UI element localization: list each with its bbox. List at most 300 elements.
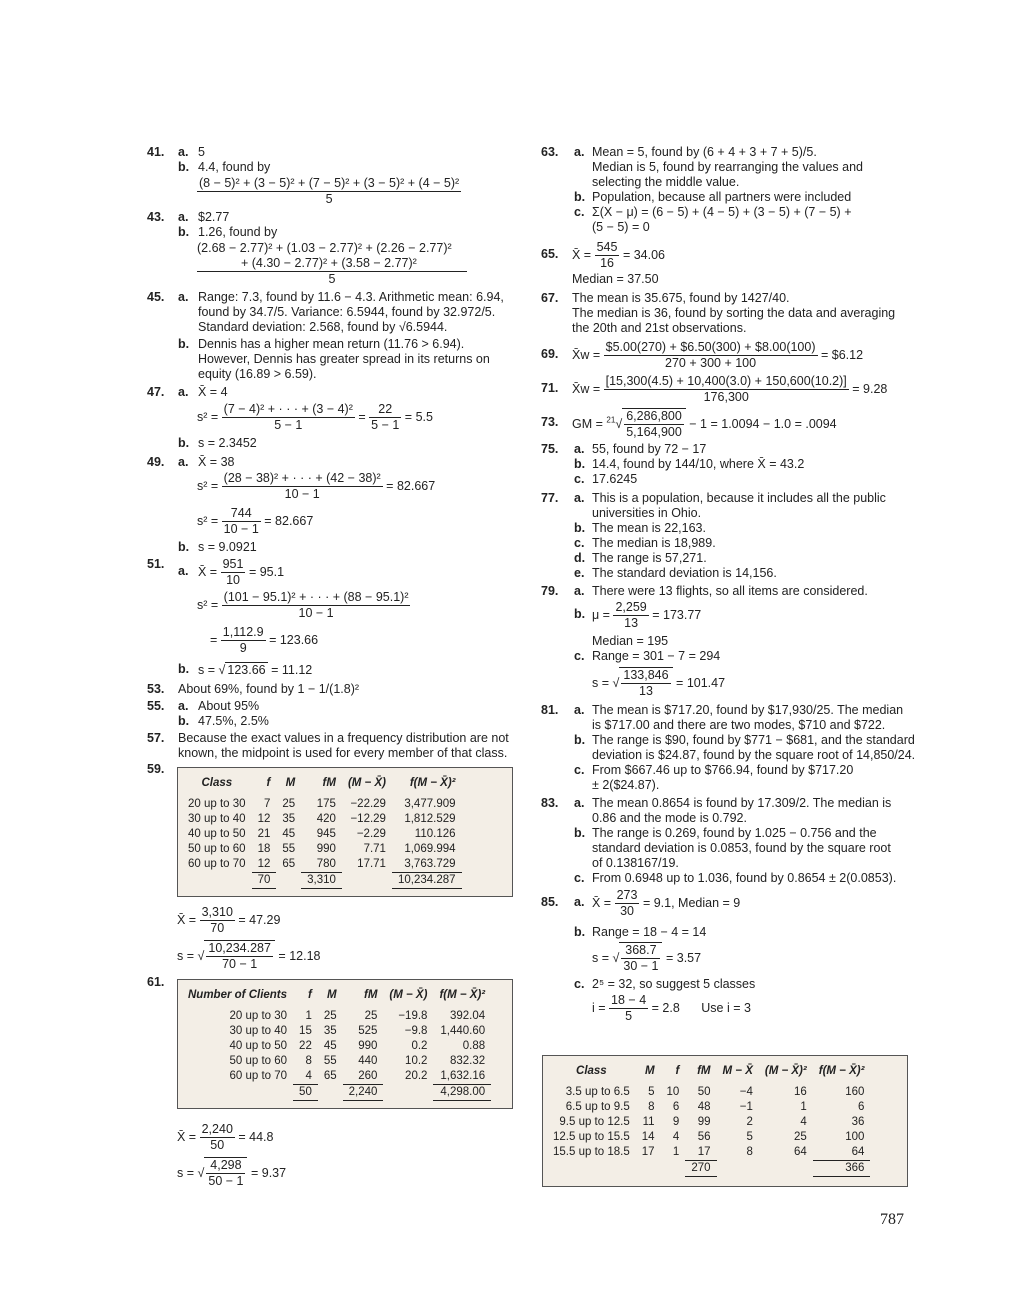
table-cell: 50 up to 60 [229, 1055, 288, 1067]
q41-a-text: 5 [198, 145, 205, 159]
q55-b-text: 47.5%, 2.5% [198, 714, 269, 728]
q85-id: 5 [625, 1009, 633, 1023]
q43-a: a. [178, 210, 189, 224]
q63-c-row [574, 205, 852, 234]
table-cell: 260 [343, 1069, 384, 1085]
table-header: f(M − X̄)² [409, 777, 456, 789]
table-cell: 15.5 up to 18.5 [553, 1146, 630, 1159]
q51-r2: = 123.66 [269, 632, 319, 647]
table-row [182, 1009, 491, 1024]
table-cell: 12 [257, 813, 271, 825]
table-cell: 0.2 [411, 1040, 428, 1052]
q47-b: b. [178, 436, 190, 450]
q85-sr: = 3.57 [665, 950, 702, 965]
q59-xd: 70 [210, 921, 225, 935]
table-cell: 45 [282, 828, 296, 840]
table-cell: 12 [252, 857, 277, 873]
table-row [547, 1115, 870, 1130]
q77-a: a. [574, 491, 585, 505]
table-cell: 392.04 [449, 1010, 486, 1022]
q81-a2: is $717.00 and there are two modes, $710 and $722. [592, 718, 886, 732]
q61-sn: 4,298 [206, 1158, 245, 1174]
q69-n: $5.00(270) + $6.50(300) + $8.00(100) [605, 340, 816, 354]
table-cell: 22 [299, 1040, 312, 1052]
table-totals-row [547, 1161, 870, 1177]
q41-denominator: 5 [325, 192, 333, 206]
table-cell: 25 [364, 1010, 378, 1022]
table-total-cell: 50 [293, 1085, 318, 1101]
table-header: fM [697, 1065, 711, 1077]
q45-b2: However, Dennis has greater spread in its returns on [198, 352, 490, 366]
q49-res1: = 82.667 [386, 478, 436, 493]
table-cell: 6 [672, 1101, 680, 1113]
q61-table [182, 982, 491, 1101]
table-cell: 17.71 [357, 858, 386, 871]
q59-sr: = 12.18 [278, 948, 321, 963]
table-header: (M − X̄) [389, 989, 428, 1001]
q71-n: [15,300(4.5) + 10,400(3.0) + 150,600(10.2)] [605, 374, 847, 388]
q59-sn: 10,234.287 [208, 941, 271, 955]
q51-a: a. [178, 564, 189, 578]
q51-num: 51. [147, 557, 165, 571]
table-total-cell [342, 873, 392, 889]
q85-ar: = 9.1, Median = 9 [642, 895, 741, 910]
q43-num: 43. [147, 210, 165, 224]
q85-use: Use i = 3 [701, 1000, 751, 1015]
q77-e1: The standard deviation is 14,156. [592, 566, 777, 580]
q71-r: = 9.28 [852, 381, 888, 396]
table-cell: 10.2 [405, 1055, 428, 1067]
table-header: Class [576, 1065, 607, 1077]
q47 [147, 385, 228, 400]
q59-xbar: X̄ = [177, 912, 197, 927]
q49-d2: 10 − 1 [223, 522, 259, 536]
q47-b-row [178, 436, 257, 451]
q47-res: = 5.5 [404, 409, 433, 424]
q51-d0: 10 [226, 573, 240, 587]
table-header: M [285, 777, 296, 789]
q49-b-row [178, 540, 257, 555]
q73-lhs: GM = [572, 416, 603, 431]
q43-den: 5 [328, 272, 336, 286]
q49-d1: 10 − 1 [284, 487, 320, 501]
q57-l1: Because the exact values in a frequency distribution are not [178, 731, 509, 745]
table-cell: 45 [323, 1040, 337, 1052]
q45-a3: Standard deviation: 2.568, found by √6.5944. [198, 320, 448, 334]
table-cell: −2.29 [356, 828, 386, 840]
table-cell: −19.8 [398, 1010, 428, 1022]
q47-a: a. [178, 385, 189, 399]
table-cell: 15 [299, 1025, 312, 1037]
q77-e: e. [574, 566, 585, 580]
q73-num: 73. [541, 415, 559, 429]
q45-b1: Dennis has a higher mean return (11.76 > 6.94). [198, 337, 465, 351]
q45-a2: found by 34.7/5. Variance: 6.5944, found by 32.972/5. [198, 305, 496, 319]
q51-r0: = 95.1 [248, 564, 285, 579]
q47-n2: 22 [369, 402, 401, 418]
q75-b-row [574, 457, 805, 472]
q41-b: b. [178, 160, 190, 174]
q77-e-row [574, 566, 777, 581]
q85-num: 85. [541, 895, 559, 909]
q81-b-row [574, 733, 916, 762]
q51-variance2: = $\frac{1,112.9}{9}$ = 123.66 [210, 625, 319, 655]
table-cell: −12.29 [350, 813, 386, 825]
q79-bd: 13 [624, 616, 639, 630]
q79-s-lhs: s = [592, 675, 610, 690]
table-cell: 65 [282, 858, 296, 871]
table-total-cell [547, 1161, 636, 1177]
table-cell: 110.126 [414, 828, 456, 840]
table-cell: 65 [323, 1070, 337, 1083]
table-cell: 36 [851, 1116, 865, 1128]
q79-b-row [574, 600, 702, 630]
table-cell: 8 [746, 1146, 753, 1159]
q79-c1: Range = 301 − 7 = 294 [592, 649, 721, 663]
table-cell: 4 [293, 1069, 318, 1085]
q41 [147, 145, 205, 160]
table-cell: 17 [641, 1146, 655, 1159]
q65-d: 16 [600, 256, 614, 270]
table-cell: 1,812.529 [404, 813, 456, 825]
q79-sd: s = √ $\frac{133,846}{13}$ = 101.47 [592, 668, 726, 698]
q63-b1: Population, because all partners were included [592, 190, 852, 204]
q45-num: 45. [147, 290, 165, 304]
q85-c-row [574, 977, 756, 992]
q59-s: s = [177, 948, 195, 963]
q59-table-box [177, 767, 513, 897]
q57 [147, 731, 509, 760]
table-row [182, 797, 462, 812]
q53-num: 53. [147, 682, 165, 696]
table-cell: 1,069.994 [404, 843, 456, 855]
q51-d2: 9 [239, 641, 247, 655]
table-header: M [644, 1065, 655, 1077]
q63-c2: (5 − 5) = 0 [592, 220, 650, 234]
q65-n: 545 [596, 240, 618, 254]
q81 [541, 703, 904, 732]
q83-a1: The mean 0.8654 is found by 17.309/2. The median is [592, 796, 892, 810]
q83-b2: standard deviation is 0.0853, found by the square root [592, 841, 891, 855]
q71-num: 71. [541, 381, 559, 395]
q83-a2: 0.86 and the mode is 0.792. [592, 811, 747, 825]
table-cell: 440 [358, 1055, 378, 1067]
q61-xr: = 44.8 [238, 1129, 274, 1144]
q83-b: b. [574, 826, 586, 840]
q47-n1: (7 − 4)² + · · · + (3 − 4)² [223, 402, 353, 416]
q59-xn: 3,310 [201, 905, 233, 919]
q79-sr: = 101.47 [676, 675, 726, 690]
q51-d1: 10 − 1 [298, 606, 334, 620]
table-cell: 3,763.729 [392, 857, 462, 873]
table-row [182, 812, 462, 827]
table-cell: 30 up to 40 [188, 813, 246, 825]
table-cell: 55 [282, 843, 296, 855]
table-cell: 5 [746, 1131, 753, 1143]
q45-b: b. [178, 337, 190, 351]
q51 [147, 557, 285, 587]
table-row [182, 1039, 491, 1054]
table-cell: 20 up to 30 [229, 1010, 288, 1022]
table-cell: 10 [666, 1086, 680, 1098]
table-cell: 50 [697, 1086, 711, 1098]
table-cell: 4 [800, 1116, 807, 1128]
table-cell: 9 [672, 1116, 680, 1128]
table-cell: 35 [282, 813, 296, 825]
table-cell: 1 [305, 1010, 312, 1022]
q75-a: a. [574, 442, 585, 456]
q61-xn: 2,240 [201, 1122, 233, 1136]
q41-b-text: 4.4, found by [198, 160, 271, 174]
q79-num: 79. [541, 584, 559, 598]
q61-sd: s = √ $\frac{4,298}{50 - 1}$ = 9.37 [177, 1158, 287, 1188]
q73-r: − 1 = 1.0094 − 1.0 = .0094 [689, 416, 837, 431]
table-total-cell [636, 1161, 661, 1177]
table-cell: −9.8 [404, 1025, 428, 1037]
table-header: f [308, 989, 312, 1001]
q63-c: c. [574, 205, 585, 219]
q61-sr: = 9.37 [250, 1165, 287, 1180]
q77-b-row [574, 521, 706, 536]
q53 [147, 682, 360, 697]
q49-n2: 744 [222, 506, 261, 522]
q49-variance1 [197, 471, 435, 502]
table-total-cell [276, 873, 301, 889]
q65-median: Median = 37.50 [572, 272, 659, 286]
table-row [182, 1054, 491, 1069]
q81-a1: The mean is $717.20, found by $17,930/25. The median [592, 703, 904, 717]
q41-a: a. [178, 145, 189, 159]
q67-l1: The mean is 35.675, found by 1427/40. [572, 291, 790, 305]
q59-sd: s = √ $\frac{10,234.287}{70 - 1}$ = 12.18 [177, 941, 321, 971]
q51-b-row: b. s = √ 123.66 = 11.12 [178, 662, 313, 677]
q83 [541, 796, 892, 825]
table-row [182, 827, 462, 842]
q83-c1: From 0.6948 up to 1.036, found by 0.8654 ± 2(0.0853). [592, 871, 897, 885]
q55-a-text: About 95% [198, 699, 260, 713]
table-cell: 5 [648, 1086, 655, 1098]
table-cell: 40 up to 50 [188, 828, 246, 840]
q69-num: 69. [541, 347, 559, 361]
q81-b1: The range is $90, found by $771 − $681, and the standard [592, 733, 915, 747]
q65-lhs: X̄ = [572, 247, 592, 262]
q83-c-row [574, 871, 897, 886]
table-header: f(M − X̄)² [439, 989, 486, 1001]
table-cell: 48 [697, 1101, 711, 1113]
q43-a-text: $2.77 [198, 210, 230, 224]
q45 [147, 290, 504, 334]
q45-b-row [178, 337, 490, 381]
table-cell: 20 up to 30 [188, 798, 246, 810]
q85-sn: 368.7 [621, 943, 660, 959]
q83-num: 83. [541, 796, 559, 810]
q85-a: a. [574, 895, 585, 909]
table-cell: 64 [813, 1145, 871, 1161]
table-cell: 3,477.909 [404, 798, 456, 810]
q63 [541, 145, 864, 189]
q83-b-row [574, 826, 891, 870]
q49-res2: = 82.667 [264, 513, 314, 528]
q67-l3: the 20th and 21st observations. [572, 321, 747, 335]
q67-l2: The median is 36, found by sorting the data and averaging [572, 306, 896, 320]
q51-variance [197, 590, 410, 621]
q43-line2: + (4.30 − 2.77)² + (3.58 − 2.77)² [197, 256, 467, 272]
q77-d-row [574, 551, 707, 566]
table-cell: 18 [257, 843, 271, 855]
table-total-cell: 70 [252, 873, 277, 889]
q69-lhs: X̄w = [572, 347, 601, 362]
table-header: f [266, 777, 271, 789]
q41-fraction [197, 176, 461, 207]
q59-mean [177, 905, 280, 936]
q61-table-box [177, 979, 513, 1109]
q81-a: a. [574, 703, 585, 717]
q69-r: = $6.12 [821, 347, 864, 362]
q79-c-row [574, 649, 721, 664]
q61-s: s = [177, 1165, 195, 1180]
table-header: (M − X̄)² [764, 1065, 807, 1077]
table-cell: 175 [316, 798, 336, 810]
table-cell: 12.5 up to 15.5 [553, 1131, 630, 1143]
table-cell: 832.32 [449, 1055, 486, 1067]
q77-c1: The median is 18,989. [592, 536, 716, 550]
table-cell: 3.5 up to 6.5 [565, 1086, 630, 1098]
table-total-cell [717, 1161, 759, 1177]
table-cell: 7 [263, 798, 271, 810]
q63-a2: Median is 5, found by rearranging the values and [592, 160, 864, 174]
q41-numerator: (8 − 5)² + (3 − 5)² + (7 − 5)² + (3 − 5)² + (4 − 5)² [199, 176, 460, 190]
q47-num: 47. [147, 385, 165, 399]
table-cell: 990 [316, 843, 336, 855]
q51-xbar: X̄ = [198, 564, 218, 579]
q49-a: a. [178, 455, 189, 469]
q83-b1: The range is 0.269, found by 1.025 − 0.756 and the [592, 826, 877, 840]
q75-b: b. [574, 457, 586, 471]
table-cell: 21 [257, 828, 271, 840]
q77-a1: This is a population, because it includes all the public [592, 491, 886, 505]
q65-r: = 34.06 [622, 247, 666, 262]
table-cell: 55 [323, 1055, 337, 1067]
q41-num: 41. [147, 145, 165, 159]
table-cell: 99 [697, 1116, 711, 1128]
q65 [541, 240, 666, 270]
q75-a1: 55, found by 72 − 17 [592, 442, 707, 456]
table-cell: 1 [672, 1146, 680, 1159]
q51-b-rad: 123.66 [227, 663, 266, 677]
q71 [541, 374, 888, 404]
table-row [182, 1024, 491, 1039]
q59-xr: = 47.29 [238, 912, 281, 927]
q77-num: 77. [541, 491, 559, 505]
q79-sd: 13 [639, 684, 653, 698]
q85-an: 273 [616, 888, 638, 902]
q41-b-row [178, 160, 271, 175]
q85-b: b. [574, 925, 586, 939]
q85-b1: Range = 18 − 4 = 14 [592, 925, 707, 939]
table-cell: 1,440.60 [440, 1025, 486, 1037]
q61-sd: 50 − 1 [208, 1174, 244, 1188]
q73-n: 6,286,800 [626, 409, 682, 423]
q47-d1: 5 − 1 [274, 418, 303, 432]
table-header: (M − X̄) [347, 777, 386, 789]
table-total-cell [383, 1085, 433, 1101]
q59-sd: 70 − 1 [222, 957, 258, 971]
table-total-cell: 270 [685, 1161, 716, 1177]
q75-c-row [574, 472, 638, 487]
q79-a: a. [574, 584, 585, 598]
table-cell: 60 up to 70 [229, 1070, 288, 1083]
q73-idx: 21 [606, 415, 616, 425]
table-cell: 420 [316, 813, 336, 825]
table-header: fM [364, 989, 378, 1001]
table-cell: 40 up to 50 [229, 1040, 288, 1052]
q83-a: a. [574, 796, 585, 810]
q49 [147, 455, 235, 470]
table-total-cell [182, 873, 252, 889]
table-cell: 990 [358, 1040, 378, 1052]
table-cell: 30 up to 40 [229, 1025, 288, 1037]
q81-num: 81. [541, 703, 559, 717]
q47-d2: 5 − 1 [371, 418, 400, 432]
table-cell: 8 [648, 1101, 655, 1113]
table-cell: 2 [746, 1116, 753, 1128]
table-cell: 4 [672, 1131, 680, 1143]
q85-s-lhs: s = [592, 950, 610, 965]
table-header: f [675, 1065, 680, 1077]
table-cell: 56 [697, 1131, 711, 1143]
table-row [182, 1069, 491, 1085]
q81-c1: From $667.46 up to $766.94, found by $717.20 [592, 763, 854, 777]
q79-a1: There were 13 flights, so all items are considered. [592, 584, 868, 598]
table-cell: 945 [316, 828, 336, 840]
table-cell: 25 [793, 1131, 807, 1143]
table-total-cell: 2,240 [343, 1085, 384, 1101]
table-header: M [327, 989, 337, 1001]
q77-b1: The mean is 22,163. [592, 521, 706, 535]
table-cell: 17 [685, 1145, 716, 1161]
q69-d: 270 + 300 + 100 [665, 356, 757, 370]
table-cell: 6.5 up to 9.5 [565, 1101, 630, 1113]
q83-c: c. [574, 871, 585, 885]
table-cell: −4 [739, 1086, 753, 1098]
q49-b: b. [178, 540, 190, 554]
q75-c1: 17.6245 [592, 472, 638, 486]
q63-num: 63. [541, 145, 559, 159]
q57-l2: known, the midpoint is used for every member of that class. [178, 746, 508, 760]
table-cell: 525 [358, 1025, 378, 1037]
q61-mean [177, 1122, 273, 1153]
table-total-cell [661, 1161, 686, 1177]
table-cell: 14 [641, 1131, 655, 1143]
q79-b: b. [574, 607, 586, 621]
q51-n1: (101 − 95.1)² + · · · + (88 − 95.1)² [223, 590, 409, 604]
q55-a: a. [178, 699, 189, 713]
table-cell: 35 [323, 1025, 337, 1037]
q75 [541, 442, 707, 457]
q59-num: 59. [147, 762, 165, 776]
table-total-cell: 10,234.287 [392, 873, 462, 889]
q43 [147, 210, 230, 225]
table-total-cell [759, 1161, 813, 1177]
table-cell: 60 up to 70 [188, 858, 246, 871]
table-cell: 6 [858, 1101, 865, 1113]
q43-fraction [197, 241, 467, 287]
table-row [182, 842, 462, 857]
table-cell: 8 [305, 1055, 312, 1067]
table-cell: 1 [800, 1101, 807, 1113]
q79-median: Median = 195 [592, 634, 669, 648]
table-total-cell: 3,310 [301, 873, 342, 889]
